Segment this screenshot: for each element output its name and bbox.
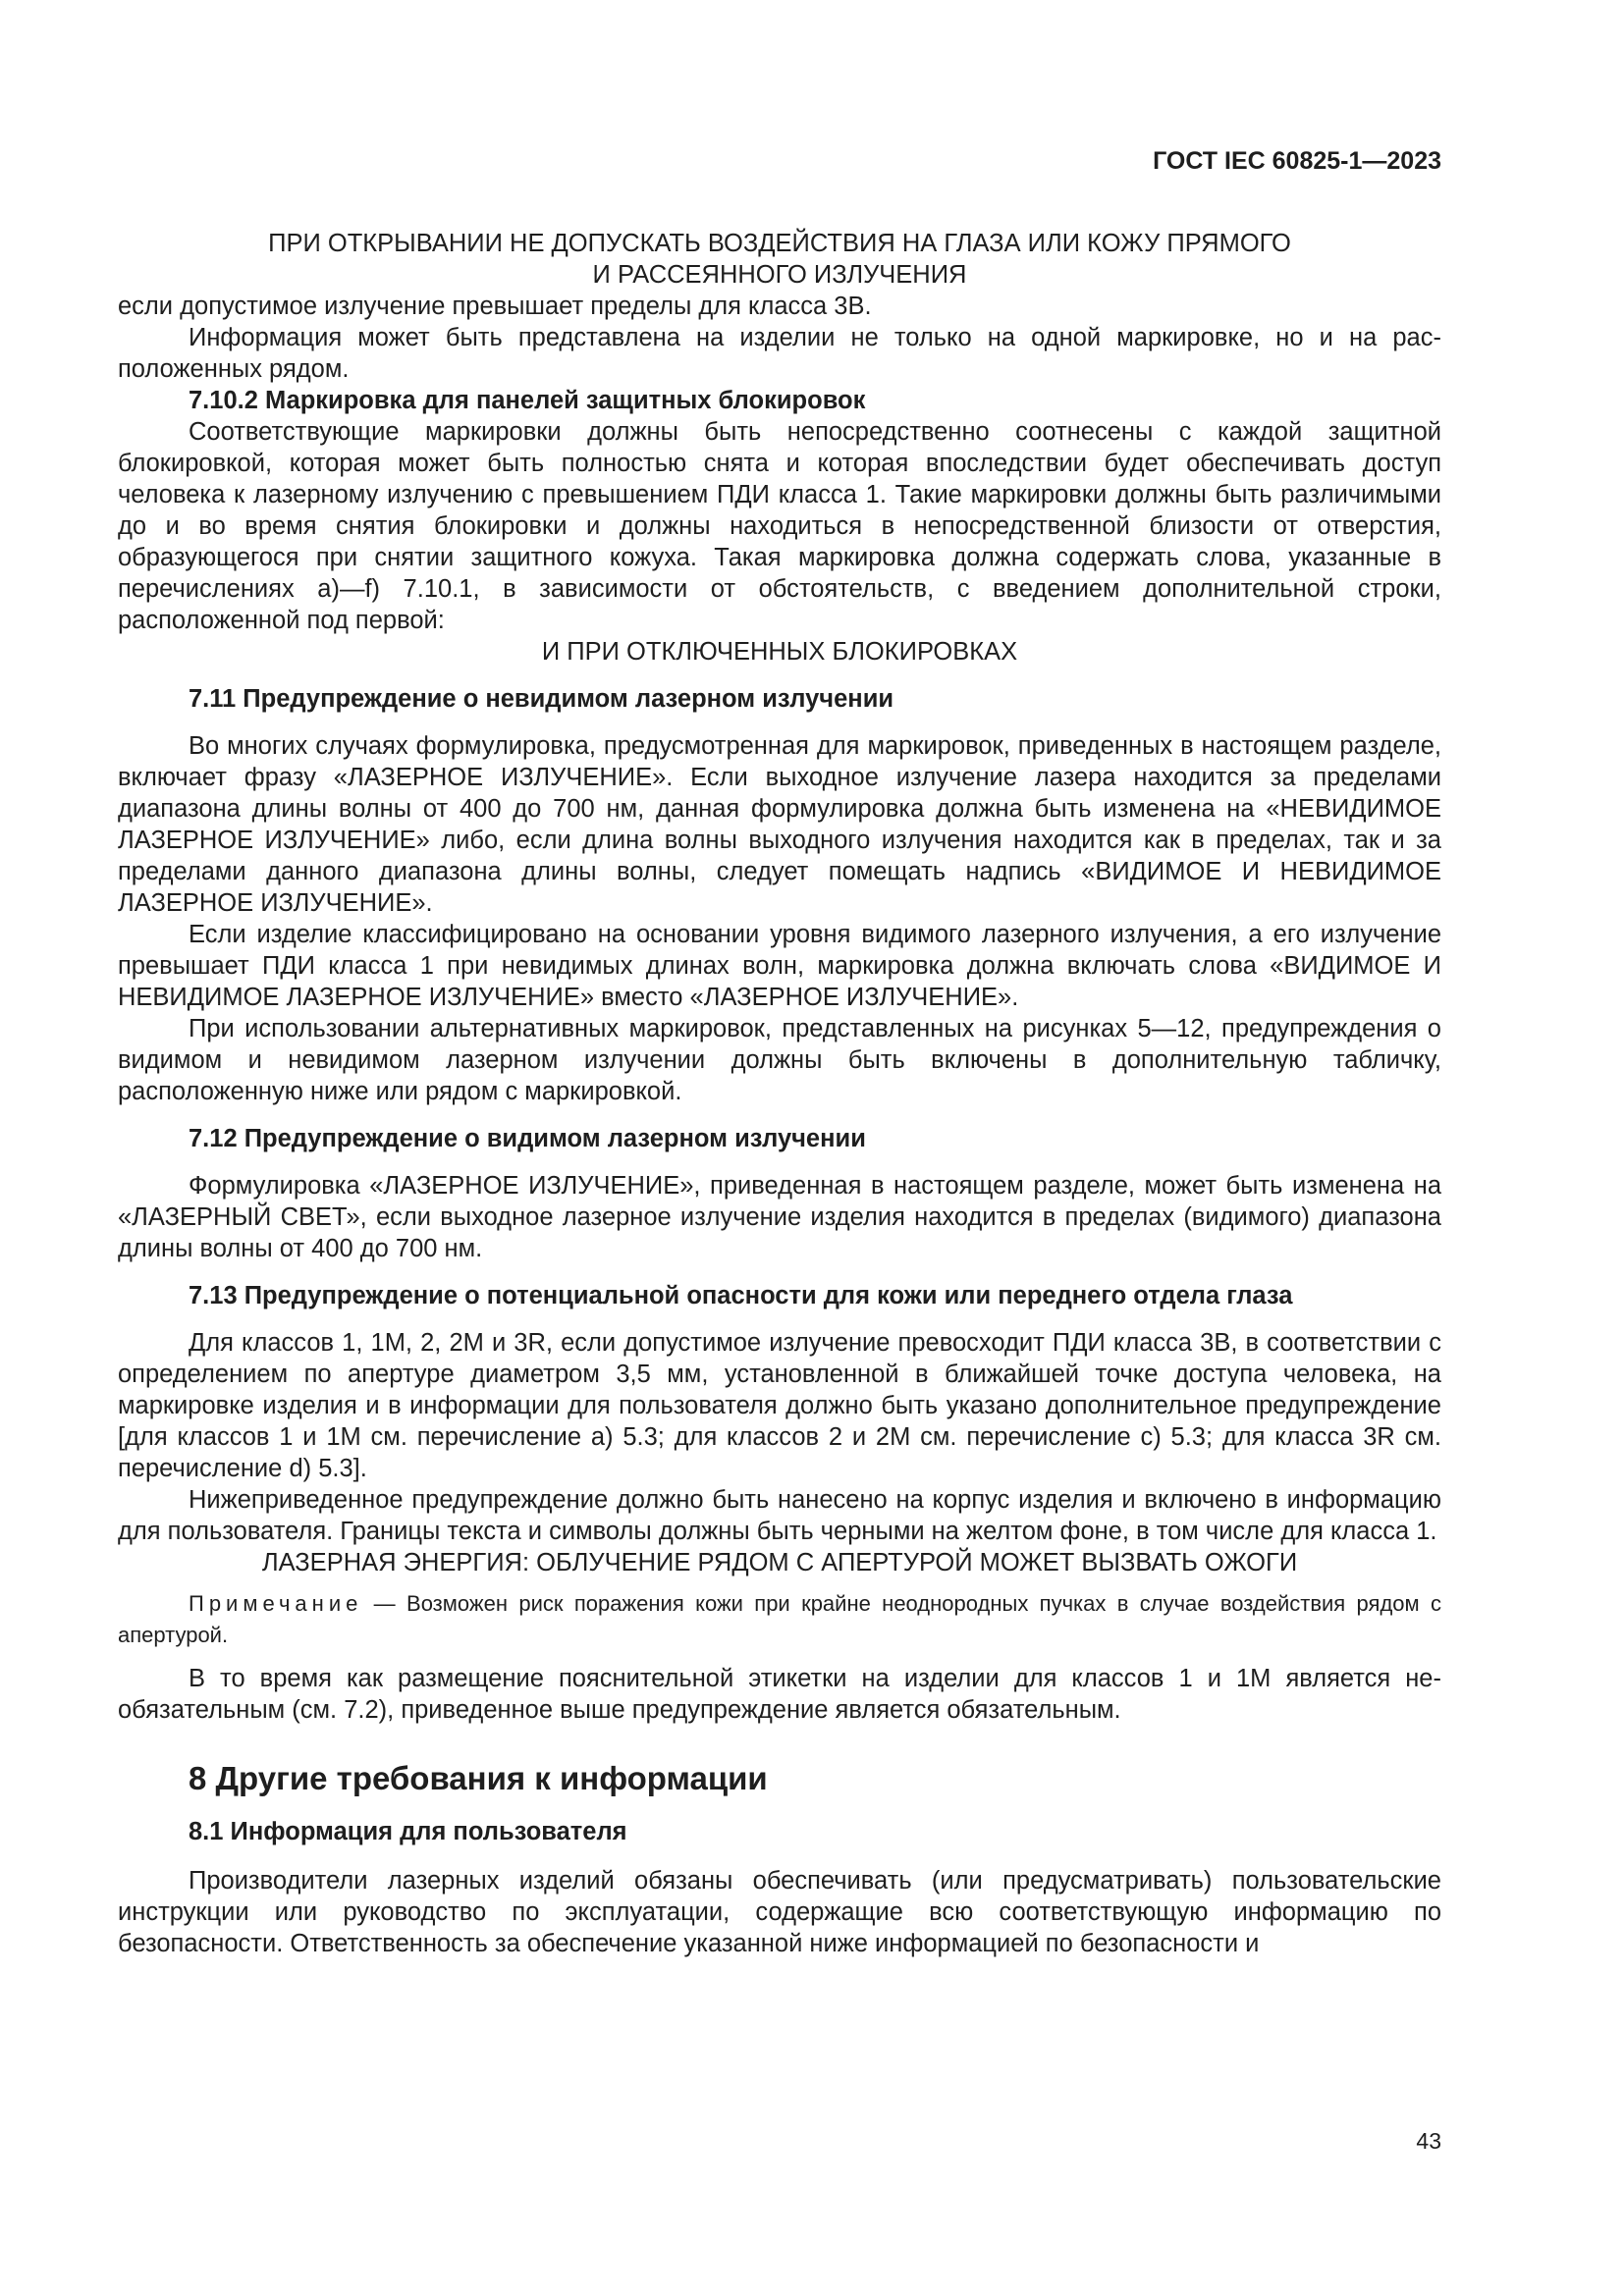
paragraph: При использовании альтернативных маркировок, представленных на рисунках 5—12, предупреждения о видимом и невидимом лазерном излучении должны быть включены в дополнительную табличку, расположенную ниже или рядом с маркировкой. [118,1015,1441,1105]
section-heading-7-12: 7.12 Предупреждение о видимом лазерном излучении [189,1125,866,1152]
warning-text-line-1: ПРИ ОТКРЫВАНИИ НЕ ДОПУСКАТЬ ВОЗДЕЙСТВИЯ НА ГЛАЗА ИЛИ КОЖУ ПРЯМОГО [268,230,1291,257]
paragraph: Производители лазерных изделий обязаны обеспечивать (или предусматривать) пользовательские инструкции или руководство по эксплуатации, содержащие всю соответствующую информацию по безопасности. Ответственность за обеспечение указанной ниже информацией по безопасности и [118,1867,1441,1957]
paragraph: Если изделие классифицировано на основании уровня видимого лазерного излучения, а его излучение превышает ПДИ класса 1 при невидимых длинах волн, маркировка должна включать слова «ВИДИМОЕ И НЕВИДИМОЕ ЛАЗЕРНОЕ ИЗЛУЧЕНИЕ» вместо «ЛАЗЕРНОЕ ИЗЛУЧЕНИЕ». [118,921,1441,1011]
paragraph: Во многих случаях формулировка, предусмотренная для маркировок, приведенных в настоящем разделе, включает фразу «ЛАЗЕРНОЕ ИЗЛУЧЕНИЕ». Если выходное излучение лазера находится за пределами диапазона длины волны от 400 до 700 нм, данная формулировка должна быть изменена на «НЕВИДИМОЕ ЛАЗЕРНОЕ ИЗЛУЧЕНИЕ» либо, если длина волны выходного излучения находится как в пределах, так и за пределами данного диапазона длины волны, следует помещать надпись «ВИДИМОЕ И НЕВИДИМОЕ ЛАЗЕРНОЕ ИЗЛУЧЕНИЕ». [118,732,1441,917]
page-number: 43 [1416,2128,1441,2154]
warning-text: И ПРИ ОТКЛЮЧЕННЫХ БЛОКИРОВКАХ [541,638,1018,666]
section-heading-7-10-2: 7.10.2 Маркировка для панелей защитных блокировок [189,387,866,414]
paragraph: В то время как размещение пояснительной этикетки на изделии для классов 1 и 1М является необязательным (см. 7.2), приведенное выше предупреждение является обязательным. [118,1665,1441,1724]
paragraph: Нижеприведенное предупреждение должно быть нанесено на корпус изделия и включено в информацию для пользователя. Границы текста и символы должны быть черными на желтом фоне, в том числе для класса 1. [118,1486,1441,1545]
note-label: Примечание [189,1591,363,1616]
paragraph: Формулировка «ЛАЗЕРНОЕ ИЗЛУЧЕНИЕ», приведенная в настоящем разделе, может быть изменена на «ЛАЗЕРНЫЙ СВЕТ», если выходное лазерное излучение изделия находится в пределах (видимого) диапазона длины волны от 400 до 700 нм. [118,1172,1441,1262]
warning-text-line-2: И РАССЕЯННОГО ИЗЛУЧЕНИЯ [592,261,967,289]
section-heading-7-13: 7.13 Предупреждение о потенциальной опасности для кожи или переднего отдела глаза [189,1282,1293,1309]
section-heading-8: 8 Другие требования к информации [189,1760,768,1796]
document-body [118,228,1441,1959]
section-heading-7-11: 7.11 Предупреждение о невидимом лазерном излучении [189,685,894,713]
paragraph: если допустимое излучение превышает пределы для класса 3В. [118,293,872,320]
note [118,1588,1441,1651]
paragraph: Для классов 1, 1М, 2, 2М и 3R, если допустимое излучение превосходит ПДИ класса 3В, в соответствии с определением по апертуре диаметром 3,5 мм, установленной в ближайшей точке доступа человека, на маркировке изделия и в информации для пользователя должно быть указано дополнительное предупреждение [для классов 1 и 1М см. перечисление а) 5.3; для классов 2 и 2М см. перечисление с) 5.3; для класса 3R см. перечисление d) 5.3]. [118,1329,1441,1482]
note-text: — Возможен риск поражения кожи при крайне неоднородных пучках в случае воздействия рядом с апертурой. [118,1591,1441,1647]
warning-text: ЛАЗЕРНАЯ ЭНЕРГИЯ: ОБЛУЧЕНИЕ РЯДОМ С АПЕРТУРОЙ МОЖЕТ ВЫЗВАТЬ ОЖОГИ [261,1549,1298,1576]
paragraph: Информация может быть представлена на изделии не только на одной маркировке, но и на расположенных рядом. [118,324,1441,383]
document-header: ГОСТ IEC 60825-1—2023 [1153,147,1441,175]
paragraph: Соответствующие маркировки должны быть непосредственно соотнесены с каждой защитной блокировкой, которая может быть полностью снята и которая впоследствии будет обеспечивать доступ человека к лазерному излучению с превышением ПДИ класса 1. Такие маркировки должны быть различимыми до и во время снятия блокировки и должны находиться в непосредственной близости от отверстия, образующегося при снятии защитного кожуха. Такая маркировка должна содержать слова, указанные в перечислениях а)—f) 7.10.1, в зависимости от обстоятельств, с введением дополнительной строки, расположенной под первой: [118,418,1441,634]
section-heading-8-1: 8.1 Информация для пользователя [189,1818,627,1845]
